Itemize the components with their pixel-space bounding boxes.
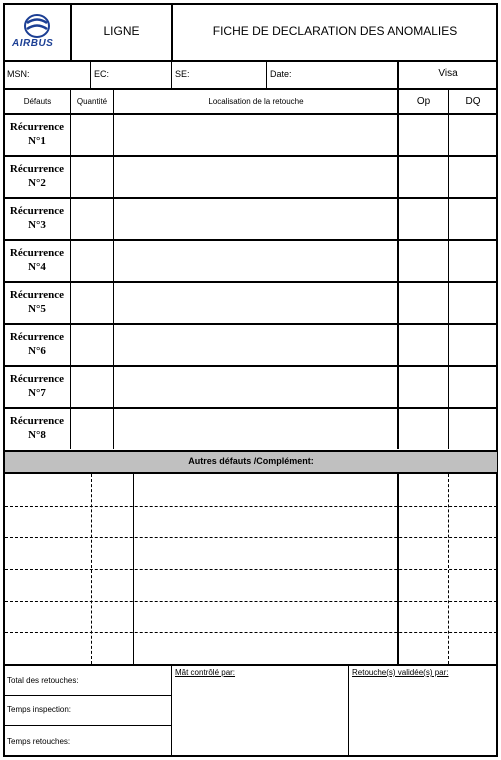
complement-cell[interactable] xyxy=(134,570,397,600)
complement-cell[interactable] xyxy=(134,507,397,537)
complement-cell[interactable] xyxy=(449,633,497,663)
recurrence-label xyxy=(4,288,70,316)
recurrence-number: N°2 xyxy=(28,177,46,189)
complement-cell[interactable] xyxy=(449,507,497,537)
complement-cell[interactable] xyxy=(6,507,91,537)
recurrence-label xyxy=(4,120,70,148)
localisation-cell[interactable] xyxy=(114,409,397,449)
recurrence-title: Récurrence xyxy=(9,331,65,343)
footer-top-line xyxy=(4,664,498,666)
dq-cell[interactable] xyxy=(449,157,497,197)
dq-cell[interactable] xyxy=(449,115,497,155)
quantite-cell[interactable] xyxy=(71,241,113,281)
complement-cell[interactable] xyxy=(6,633,91,663)
complement-cell[interactable] xyxy=(92,507,133,537)
airbus-swirl-icon xyxy=(6,6,68,60)
complement-cell[interactable] xyxy=(134,633,397,663)
info-divider xyxy=(171,62,172,88)
info-divider xyxy=(266,62,267,88)
recurrence-label xyxy=(4,204,70,232)
dq-cell[interactable] xyxy=(449,241,497,281)
airbus-logo xyxy=(6,6,68,60)
recurrence-title: Récurrence xyxy=(9,121,65,133)
form-title: FICHE DE DECLARATION DES ANOMALIES xyxy=(212,24,458,38)
recurrence-title: Récurrence xyxy=(9,163,65,175)
op-cell[interactable] xyxy=(399,409,448,449)
complement-cell[interactable] xyxy=(6,538,91,568)
localisation-cell[interactable] xyxy=(114,115,397,155)
footer-line xyxy=(4,695,171,696)
op-cell[interactable] xyxy=(399,325,448,365)
localisation-cell[interactable] xyxy=(114,283,397,323)
info-bottom-line xyxy=(4,88,498,90)
quantite-cell[interactable] xyxy=(71,409,113,449)
localisation-cell[interactable] xyxy=(114,325,397,365)
complement-cell[interactable] xyxy=(399,475,448,505)
dq-cell[interactable] xyxy=(449,325,497,365)
quantite-cell[interactable] xyxy=(71,367,113,407)
ec-field[interactable]: EC: xyxy=(94,69,110,79)
complement-cell[interactable] xyxy=(134,475,397,505)
recurrence-number: N°8 xyxy=(28,429,46,441)
footer-divider xyxy=(348,665,349,756)
op-cell[interactable] xyxy=(399,157,448,197)
header-bottom-line xyxy=(4,60,498,62)
localisation-cell[interactable] xyxy=(114,367,397,407)
recurrence-number: N°5 xyxy=(28,303,46,315)
recurrence-label xyxy=(4,330,70,358)
temps-retouches-field[interactable]: Temps retouches: xyxy=(7,737,71,746)
complement-cell[interactable] xyxy=(6,570,91,600)
complement-cell[interactable] xyxy=(449,570,497,600)
recurrence-label xyxy=(4,372,70,400)
recurrence-title: Récurrence xyxy=(9,373,65,385)
complement-cell[interactable] xyxy=(92,570,133,600)
dq-cell[interactable] xyxy=(449,367,497,407)
quantite-cell[interactable] xyxy=(71,283,113,323)
complement-cell[interactable] xyxy=(399,602,448,632)
quantite-cell[interactable] xyxy=(71,325,113,365)
recurrence-number: N°4 xyxy=(28,261,46,273)
complement-cell[interactable] xyxy=(92,633,133,663)
complement-cell[interactable] xyxy=(399,633,448,663)
op-cell[interactable] xyxy=(399,241,448,281)
complement-cell[interactable] xyxy=(92,475,133,505)
op-cell[interactable] xyxy=(399,367,448,407)
complement-cell[interactable] xyxy=(6,475,91,505)
complement-cell[interactable] xyxy=(449,538,497,568)
footer-divider xyxy=(171,665,172,756)
op-cell[interactable] xyxy=(399,115,448,155)
recurrence-title: Récurrence xyxy=(9,415,65,427)
complement-cell[interactable] xyxy=(134,602,397,632)
complement-cell[interactable] xyxy=(399,507,448,537)
complement-cell[interactable] xyxy=(399,538,448,568)
quantite-cell[interactable] xyxy=(71,115,113,155)
dq-cell[interactable] xyxy=(449,199,497,239)
temps-inspection-field[interactable]: Temps inspection: xyxy=(7,705,72,714)
complement-cell[interactable] xyxy=(6,602,91,632)
dq-cell[interactable] xyxy=(449,409,497,449)
complement-cell[interactable] xyxy=(92,602,133,632)
op-cell[interactable] xyxy=(399,199,448,239)
recurrence-title: Récurrence xyxy=(9,289,65,301)
col-quantite: Quantité xyxy=(76,97,108,106)
localisation-cell[interactable] xyxy=(114,241,397,281)
date-field[interactable]: Date: xyxy=(270,69,292,79)
mat-controle-field[interactable]: Mât contrôlé par: xyxy=(175,668,236,677)
dq-cell[interactable] xyxy=(449,283,497,323)
footer-line xyxy=(4,725,171,726)
msn-field[interactable]: MSN: xyxy=(7,69,30,79)
recurrence-number: N°3 xyxy=(28,219,46,231)
recurrence-number: N°1 xyxy=(28,135,46,147)
quantite-cell[interactable] xyxy=(71,199,113,239)
ligne-label: LIGNE xyxy=(103,24,140,38)
logo-wordmark: AIRBUS xyxy=(12,38,54,49)
complement-cell[interactable] xyxy=(134,538,397,568)
recurrence-title: Récurrence xyxy=(9,205,65,217)
quantite-cell[interactable] xyxy=(71,157,113,197)
info-divider xyxy=(90,62,91,88)
col-defauts: Défauts xyxy=(23,97,52,106)
recurrence-label xyxy=(4,162,70,190)
autres-label: Autres défauts /Complément: xyxy=(188,456,314,466)
complement-cell[interactable] xyxy=(92,538,133,568)
recurrence-number: N°6 xyxy=(28,345,46,357)
localisation-cell[interactable] xyxy=(114,199,397,239)
col-localisation: Localisation de la retouche xyxy=(208,97,304,106)
recurrence-title: Récurrence xyxy=(9,247,65,259)
op-cell[interactable] xyxy=(399,283,448,323)
se-field[interactable]: SE: xyxy=(175,69,190,79)
col-op: Op xyxy=(416,96,431,107)
total-retouches-field[interactable]: Total des retouches: xyxy=(7,676,79,685)
localisation-cell[interactable] xyxy=(114,157,397,197)
col-dq: DQ xyxy=(465,96,481,107)
recurrence-label xyxy=(4,246,70,274)
visa-label: Visa xyxy=(438,68,458,79)
retouches-validees-field[interactable]: Retouche(s) validée(s) par: xyxy=(352,668,449,677)
complement-cell[interactable] xyxy=(449,602,497,632)
recurrence-label xyxy=(4,414,70,442)
complement-cell[interactable] xyxy=(449,475,497,505)
complement-cell[interactable] xyxy=(399,570,448,600)
recurrence-number: N°7 xyxy=(28,387,46,399)
